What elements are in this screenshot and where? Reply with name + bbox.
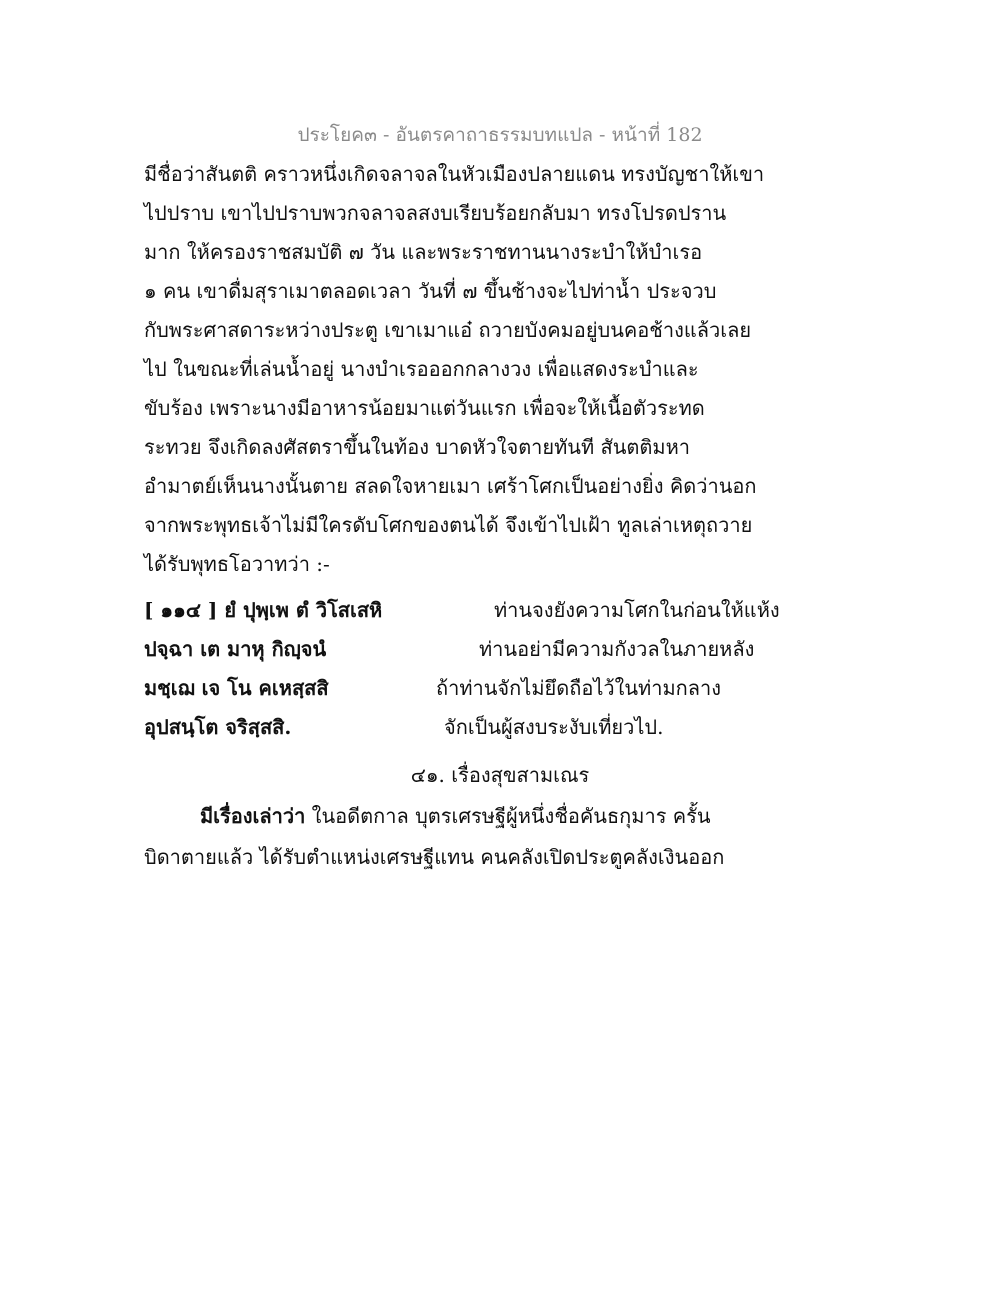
- body-line: ระทวย จึงเกิดลงศัสตราขึ้นในท้อง บาดหัวใจตายทันที สันตติมหา: [144, 435, 690, 459]
- story-line: บิดาตายแล้ว ได้รับตำแหน่งเศรษฐีแทน คนคลังเปิดประตูคลังเงินออก: [144, 845, 725, 869]
- body-line: ขับร้อง เพราะนางมีอาหารน้อยมาแต่วันแรก เพื่อจะให้เนื้อตัวระทด: [144, 396, 705, 420]
- verse-row: [144, 591, 844, 630]
- body-line: จากพระพุทธเจ้าไม่มีใครดับโศกของตนได้ จึงเข้าไปเฝ้า ทูลเล่าเหตุถวาย: [144, 513, 753, 537]
- body-line: ไปปราบ เขาไปปราบพวกจลาจลสงบเรียบร้อยกลับมา ทรงโปรดปราน: [144, 201, 727, 225]
- body-line: กับพระศาสดาระหว่างประตู เขาเมาแอ๋ ถวายบังคมอยู่บนคอช้างแล้วเลย: [144, 318, 752, 342]
- body-line: ไป ในขณะที่เล่นน้ำอยู่ นางบำเรอออกกลางวง เพื่อแสดงระบำและ: [144, 357, 699, 381]
- story-title: ๔๑. เรื่องสุขสามเณร: [410, 763, 590, 787]
- story-line-text: ในอดีตกาล บุตรเศรษฐีผู้หนึ่งชื่อคันธกุมาร ครั้น: [305, 804, 711, 828]
- verse-pali: ปจฺฉา เต มาหุ กิญฺจนํ: [144, 637, 327, 661]
- verse-block: [144, 591, 844, 747]
- verse-translation: จักเป็นผู้สงบระงับเที่ยวไป.: [444, 715, 664, 739]
- body-line: มีชื่อว่าสันตติ คราวหนึ่งเกิดจลาจลในหัวเมืองปลายแดน ทรงบัญชาให้เขา: [144, 162, 765, 186]
- verse-row: [144, 630, 844, 669]
- page-header: ประโยค๓ - อันตรคาถาธรรมบทแปล - หน้าที่ 182: [297, 124, 703, 146]
- verse-translation: ท่านอย่ามีความกังวลในภายหลัง: [479, 637, 755, 661]
- body-line: อำมาตย์เห็นนางนั้นตาย สลดใจหายเมา เศร้าโศกเป็นอย่างยิ่ง คิดว่านอก: [144, 474, 757, 498]
- body-line: มาก ให้ครองราชสมบัติ ๗ วัน และพระราชทานนางระบำให้บำเรอ: [144, 240, 703, 264]
- story-line: [144, 796, 764, 837]
- body-paragraph: [144, 155, 765, 584]
- verse-translation: ท่านจงยังความโศกในก่อนให้แห้ง: [494, 598, 780, 622]
- verse-row: [144, 708, 844, 747]
- verse-row: [144, 669, 844, 708]
- body-line: ๑ คน เขาดื่มสุราเมาตลอดเวลา วันที่ ๗ ขึ้นช้างจะไปท่าน้ำ ประจวบ: [144, 279, 717, 303]
- verse-translation: ถ้าท่านจักไม่ยึดถือไว้ในท่ามกลาง: [436, 676, 722, 700]
- verse-pali: [ ๑๑๔ ] ยํ ปุพฺเพ ตํ วิโสเสหิ: [144, 598, 383, 622]
- body-line: ได้รับพุทธโอวาทว่า :-: [144, 552, 330, 576]
- verse-pali: มชฺเฌ เจ โน คเหสฺสสิ: [144, 676, 329, 700]
- story-paragraph: [144, 796, 764, 878]
- story-lead: มีเรื่องเล่าว่า: [200, 804, 306, 828]
- verse-pali: อุปสนฺโต จริสฺสสิ.: [144, 715, 292, 739]
